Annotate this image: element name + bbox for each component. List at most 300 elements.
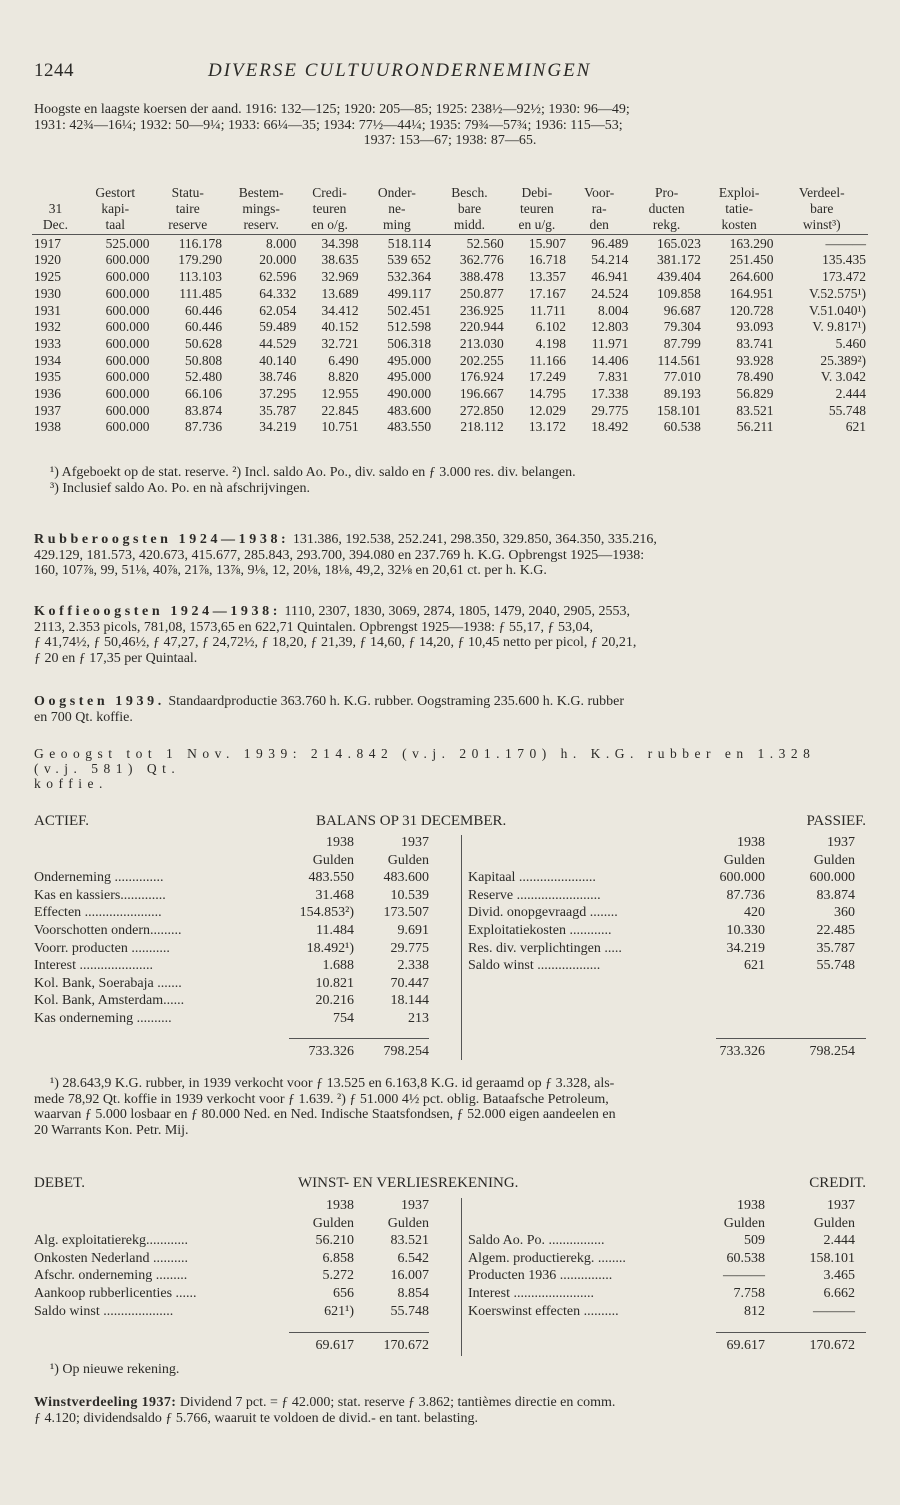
balans-passief-row	[468, 923, 868, 941]
winst-credit-value-1937: ———	[813, 1303, 855, 1319]
winst-title: WINST- EN VERLIESREKENING.	[298, 1175, 519, 1191]
table-cell: 5.460	[835, 335, 866, 351]
koffie-text-2: 2113, 2.353 picols, 781,08, 1573,65 en 622,71 Quintalen. Opbrengst 1925—1938: ƒ 55,17, ƒ 53,04,	[34, 619, 594, 635]
geoogst-line-1: Geoogst tot 1 Nov. 1939: 214.842 (v.j. 201.170) h. K.G. rubber en 1.328 (v.j. 581) Qt.	[34, 746, 816, 777]
balans-actief-value-1938: 1.688	[322, 958, 354, 974]
table-header-cell: kosten	[703, 217, 776, 235]
table-header-row	[32, 217, 868, 235]
table-header-cell: Dec.	[32, 217, 79, 235]
balans-passief-title: PASSIEF.	[806, 813, 866, 829]
table-cell: 539 652	[387, 252, 432, 268]
table-row	[32, 285, 868, 302]
balans-actief-total-1938: 733.326	[308, 1044, 354, 1059]
table-cell: 600.000	[105, 252, 150, 268]
table-cell: 11.971	[591, 335, 629, 351]
balans-passief-value-1938: 600.000	[719, 870, 765, 886]
table-cell: ———	[825, 235, 866, 251]
table-cell: 32.721	[321, 335, 359, 351]
table-cell: 495.000	[387, 369, 432, 385]
table-cell: 24.524	[591, 285, 629, 301]
balans-actief-value-1937: 9.691	[397, 922, 429, 938]
winst-debet-value-1938: 56.210	[315, 1233, 354, 1249]
winst-credit-value-1938: 7.758	[733, 1285, 765, 1301]
oogsten-text-2: en 700 Qt. koffie.	[34, 709, 133, 725]
table-cell: 600.000	[105, 402, 150, 418]
balans-passief-value-1937: 22.485	[816, 922, 855, 938]
table-cell: 512.598	[387, 319, 432, 335]
table-header-cell: ra-	[591, 201, 607, 217]
balans-note-4: 20 Warrants Kon. Petr. Mij.	[34, 1123, 189, 1139]
table-year-cell: 1937	[34, 402, 61, 418]
table-cell: 46.941	[591, 269, 629, 285]
table-footnote-2: ³) Inclusief saldo Ao. Po. en nà afschrijvingen.	[50, 480, 311, 496]
table-year-cell: 1933	[34, 335, 61, 351]
table-row	[32, 369, 868, 386]
table-cell: 93.928	[736, 352, 774, 368]
balans-passief-value-1937: 35.787	[816, 940, 855, 956]
koffie-text-1: 1110, 2307, 1830, 3069, 2874, 1805, 1479, 2040, 2905, 2553,	[281, 604, 630, 619]
table-cell: 532.364	[387, 269, 432, 285]
balans-actief-row	[34, 941, 454, 959]
table-cell: 11.166	[529, 352, 567, 368]
balans-actief-label: Interest .....................	[34, 958, 153, 974]
table-header-cell: ducten	[648, 201, 685, 217]
table-cell: 213.030	[459, 335, 504, 351]
balans-actief-value-1937: 483.600	[383, 870, 429, 886]
table-cell: 600.000	[105, 335, 150, 351]
balans-passief-total-row	[468, 1044, 868, 1062]
table-cell: 34.412	[321, 302, 359, 318]
balans-actief-row	[34, 888, 454, 906]
table-row	[32, 235, 868, 252]
table-header-cell: en u/g.	[506, 217, 568, 235]
balans-passief-label: Exploitatiekosten ............	[468, 922, 612, 938]
winst-credit-label: Saldo Ao. Po. ................	[468, 1233, 605, 1249]
rubber-heading: Rubberoogsten 1924—1938:	[34, 532, 290, 547]
table-cell: 93.093	[736, 319, 774, 335]
balans-passief-row	[468, 905, 868, 923]
table-cell: 600.000	[105, 302, 150, 318]
table-cell: 44.529	[259, 335, 297, 351]
balans-actief-value-1937: 213	[408, 1010, 429, 1026]
balans-passief-label: Kapitaal ......................	[468, 870, 596, 886]
winst-debet-total-rule	[289, 1332, 429, 1333]
balans-passief-label: Saldo winst ..................	[468, 958, 601, 974]
table-header-row	[32, 185, 868, 201]
table-cell: 499.117	[387, 285, 432, 301]
table-cell: 40.140	[259, 352, 297, 368]
table-header-cell: Exploi-	[718, 185, 760, 201]
table-header-cell	[32, 185, 79, 201]
table-header-cell: en o/g.	[298, 217, 360, 235]
table-cell: 17.167	[528, 285, 567, 301]
table-cell: 10.751	[321, 419, 359, 435]
balans-passief-value-1938: 87.736	[726, 887, 765, 903]
table-year-cell: 1934	[34, 352, 61, 368]
table-header-cell: bare	[457, 201, 482, 217]
winst-credit-row	[468, 1233, 868, 1251]
winst-credit-label: Algem. productierekg. ........	[468, 1250, 626, 1266]
table-cell: 34.219	[259, 419, 297, 435]
balans-passief-row	[468, 870, 868, 888]
table-year-cell: 1917	[34, 235, 61, 251]
balans-actief-total-row	[34, 1044, 454, 1062]
balans-actief-value-1938: 154.853²)	[299, 905, 354, 921]
table-cell: V.52.575¹)	[808, 285, 866, 301]
balans-actief-label: Kas en kassiers.............	[34, 887, 166, 903]
winst-debet-value-1937: 6.542	[397, 1250, 429, 1266]
table-cell: 87.799	[663, 335, 701, 351]
table-row	[32, 419, 868, 436]
table-cell: 12.955	[321, 385, 359, 401]
table-cell: 113.103	[178, 269, 223, 285]
table-year-cell: 1931	[34, 302, 61, 318]
balans-passief-column	[468, 835, 868, 976]
table-header-cell: den	[568, 217, 630, 235]
balans-actief-value-1937: 173.507	[383, 905, 429, 921]
winst-credit-total-rule	[716, 1332, 866, 1333]
table-cell: 18.492	[591, 419, 629, 435]
table-cell: 120.728	[729, 302, 774, 318]
winst-credit-title: CREDIT.	[809, 1175, 866, 1191]
table-header-cell: kapi-	[101, 201, 130, 217]
table-cell: 4.198	[535, 335, 567, 351]
table-header-cell: Statu-	[171, 185, 204, 201]
balans-passief-value-1938: 34.219	[726, 940, 765, 956]
winst-debet-label: Aankoop rubberlicenties ......	[34, 1285, 197, 1301]
winst-credit-unit-2: Gulden	[813, 1215, 855, 1231]
table-cell: 600.000	[105, 352, 150, 368]
table-cell: 490.000	[387, 385, 432, 401]
balans-actief-total-1937: 798.254	[383, 1044, 429, 1059]
balans-header	[34, 813, 866, 831]
balans-passief-total-1937: 798.254	[809, 1044, 855, 1059]
balans-actief-value-1937: 18.144	[390, 993, 429, 1009]
winst-debet-total-1937: 170.672	[383, 1338, 429, 1353]
balans-actief-row	[34, 923, 454, 941]
winst-credit-value-1937: 158.101	[809, 1250, 855, 1266]
winst-debet-label: Onkosten Nederland ..........	[34, 1250, 188, 1266]
table-cell: 89.193	[663, 385, 701, 401]
balans-passief-total-rule	[716, 1038, 866, 1039]
winstverdeeling-paragraph	[34, 1395, 866, 1426]
winst-debet-row	[34, 1233, 454, 1251]
table-cell: 17.249	[528, 369, 567, 385]
winst-debet-value-1937: 83.521	[390, 1233, 429, 1249]
balans-actief-row	[34, 976, 454, 994]
table-cell: 173.472	[822, 269, 866, 285]
balans-title: BALANS OP 31 DECEMBER.	[316, 813, 507, 829]
table-cell: 56.211	[736, 419, 774, 435]
koersen-line-3: 1937: 153—67; 1938: 87—65.	[363, 133, 537, 149]
winst-credit-value-1937: 3.465	[823, 1268, 855, 1284]
balans-passief-label: Reserve ........................	[468, 887, 601, 903]
table-header-cell: Voor-	[584, 185, 615, 201]
table-cell: V. 9.817¹)	[812, 319, 866, 335]
table-cell: 109.858	[657, 285, 701, 301]
winst-debet-unit-2: Gulden	[387, 1215, 429, 1231]
table-cell: 40.152	[321, 319, 359, 335]
table-header-cell: Debi-	[521, 185, 553, 201]
koersen-line-2: 1931: 42¾—16¼; 1932: 50—9¼; 1933: 66¼—35; 1934: 77½—44¼; 1935: 79¾—57¾; 1936: 115—53;	[34, 117, 623, 133]
page-header	[34, 60, 866, 86]
winstverdeeling-heading: Winstverdeeling 1937:	[34, 1395, 177, 1410]
table-cell: 600.000	[105, 385, 150, 401]
winst-debet-value-1938: 656	[333, 1285, 354, 1301]
table-header-cell: reserv.	[224, 217, 298, 235]
table-cell: 38.746	[259, 369, 297, 385]
table-year-cell: 1925	[34, 269, 61, 285]
balans-actief-label: Voorschotten ondern.........	[34, 922, 182, 938]
winst-credit-unit-1: Gulden	[723, 1215, 765, 1231]
table-cell: 13.357	[528, 269, 567, 285]
winst-debet-column	[34, 1198, 454, 1321]
table-cell: 236.925	[459, 302, 504, 318]
geoogst-paragraph	[34, 746, 866, 791]
winst-credit-value-1938: ———	[723, 1268, 765, 1284]
table-header-cell: 31	[48, 201, 63, 217]
winst-credit-row	[468, 1304, 868, 1322]
winst-credit-label: Producten 1936 ...............	[468, 1268, 613, 1284]
table-header-cell: Onder-	[377, 185, 416, 201]
balans-actief-value-1938: 11.484	[316, 922, 354, 938]
table-cell: 34.398	[321, 235, 359, 251]
table-header-cell: Besch.	[451, 185, 488, 201]
table-cell: 56.829	[736, 385, 774, 401]
winstverdeeling-text-2: ƒ 4.120; dividendsaldo ƒ 5.766, waaruit te voldoen de divid.- en tant. belasting.	[34, 1410, 479, 1426]
balans-passief-value-1937: 600.000	[809, 870, 855, 886]
table-cell: 250.877	[459, 285, 504, 301]
table-cell: 220.944	[459, 319, 504, 335]
table-cell: 87.736	[184, 419, 223, 435]
winst-debet-unit-1: Gulden	[312, 1215, 354, 1231]
table-cell: 600.000	[105, 319, 150, 335]
winst-credit-value-1938: 812	[744, 1303, 765, 1319]
page-number: 1244	[34, 60, 74, 81]
winst-debet-row	[34, 1304, 454, 1322]
table-cell: 251.450	[729, 252, 774, 268]
table-header-cell: winst³)	[775, 217, 868, 235]
winst-debet-label: Afschr. onderneming .........	[34, 1268, 188, 1284]
winst-debet-label: Saldo winst ....................	[34, 1303, 174, 1319]
page-title: DIVERSE CULTUURONDERNEMINGEN	[208, 60, 592, 81]
balans-note-1: ¹) 28.643,9 K.G. rubber, in 1939 verkocht voor ƒ 13.525 en 6.163,8 K.G. id geraamd op ƒ 3.328, als-	[50, 1076, 615, 1091]
winst-debet-total-1938: 69.617	[315, 1338, 354, 1353]
winst-header	[34, 1175, 866, 1193]
table-cell: 8.000	[265, 235, 297, 251]
table-cell: 8.004	[597, 302, 629, 318]
table-cell: 381.172	[657, 252, 701, 268]
table-header-cell: taal	[79, 217, 152, 235]
table-cell: 179.290	[178, 252, 223, 268]
table-cell: 7.831	[597, 369, 629, 385]
table-cell: 12.803	[591, 319, 629, 335]
table-year-cell: 1935	[34, 369, 61, 385]
table-cell: 158.101	[657, 402, 701, 418]
winst-credit-total-1938: 69.617	[726, 1338, 765, 1353]
balans-actief-row	[34, 905, 454, 923]
balans-notes	[34, 1076, 866, 1139]
balans-actief-label: Kas onderneming ..........	[34, 1010, 172, 1026]
balans-actief-unit-1: Gulden	[312, 852, 354, 868]
geoogst-line-2: koffie.	[34, 776, 108, 792]
balans-passief-label: Divid. onopgevraagd ........	[468, 905, 618, 921]
table-header-cell: taire	[175, 201, 200, 217]
winst-credit-row	[468, 1286, 868, 1304]
table-cell: 78.490	[736, 369, 774, 385]
table-cell: 66.106	[184, 385, 223, 401]
balans-actief-value-1937: 70.447	[390, 975, 429, 991]
table-cell: 83.874	[184, 402, 223, 418]
winst-debet-year-2: 1937	[401, 1198, 429, 1213]
table-cell: 25.389²)	[820, 352, 866, 368]
table-cell: 506.318	[387, 335, 432, 351]
table-footnotes	[34, 465, 866, 496]
winst-credit-label: Interest .......................	[468, 1285, 594, 1301]
table-cell: 50.808	[184, 352, 223, 368]
table-cell: 62.596	[259, 269, 297, 285]
financial-history-table	[32, 185, 868, 435]
rubber-paragraph	[34, 532, 866, 579]
balans-actief-total-rule	[289, 1038, 429, 1039]
koersen-paragraph	[34, 102, 866, 149]
table-cell: V.51.040¹)	[808, 302, 866, 318]
table-cell: 502.451	[387, 302, 432, 318]
table-header-cell: teuren	[312, 201, 347, 217]
table-cell: 54.214	[591, 252, 629, 268]
table-cell: 6.490	[328, 352, 359, 368]
table-header-cell: Gestort	[95, 185, 136, 201]
balans-actief-value-1938: 18.492¹)	[306, 940, 354, 956]
balans-actief-label: Effecten ......................	[34, 905, 162, 921]
winst-credit-total-row	[468, 1338, 868, 1356]
winst-credit-value-1937: 2.444	[823, 1233, 855, 1249]
table-cell: 13.172	[528, 419, 567, 435]
winst-credit-column	[468, 1198, 868, 1321]
table-cell: 96.489	[591, 235, 629, 251]
table-cell: 15.907	[528, 235, 567, 251]
table-cell: 83.741	[736, 335, 774, 351]
balans-actief-value-1938: 10.821	[315, 975, 354, 991]
table-cell: 14.406	[591, 352, 629, 368]
oogsten-text-1: Standaardproductie 363.760 h. K.G. rubber. Oogstraming 235.600 h. K.G. rubber	[164, 694, 625, 709]
balans-actief-year-2: 1937	[401, 835, 429, 850]
winst-debet-title: DEBET.	[34, 1175, 85, 1191]
winst-credit-value-1937: 6.662	[823, 1285, 855, 1301]
table-cell: 60.538	[663, 419, 701, 435]
balans-passief-value-1937: 55.748	[816, 958, 855, 974]
winst-note: ¹) Op nieuwe rekening.	[50, 1362, 180, 1377]
table-row	[32, 318, 868, 335]
winst-debet-value-1938: 6.858	[322, 1250, 354, 1266]
table-cell: 59.489	[259, 319, 297, 335]
rubber-text-1: 131.386, 192.538, 252.241, 298.350, 329.850, 364.350, 335.216,	[289, 532, 657, 547]
table-footnote-1: ¹) Afgeboekt op de stat. reserve. ²) Incl. saldo Ao. Po., div. saldo en ƒ 3.000 res. div. belangen.	[50, 465, 576, 480]
balans-actief-column	[34, 835, 454, 1029]
table-cell: 483.600	[387, 402, 432, 418]
table-header-cell: Credi-	[312, 185, 347, 201]
table-cell: 6.102	[535, 319, 567, 335]
table-row	[32, 352, 868, 369]
balans-passief-year-1: 1938	[737, 835, 765, 850]
table-cell: 600.000	[105, 419, 150, 435]
table-cell: 163.290	[729, 235, 774, 251]
table-row	[32, 302, 868, 319]
oogsten-heading: Oogsten 1939.	[34, 694, 165, 709]
table-cell: 2.444	[835, 385, 866, 401]
table-cell: 202.255	[459, 352, 504, 368]
table-cell: 439.404	[657, 269, 701, 285]
table-cell: 621	[845, 419, 866, 435]
balans-passief-value-1937: 360	[834, 905, 855, 921]
table-cell: 62.054	[259, 302, 297, 318]
winst-credit-value-1938: 60.538	[726, 1250, 765, 1266]
balans-divider	[461, 835, 462, 1060]
balans-passief-label: Res. div. verplichtingen .....	[468, 940, 622, 956]
balans-actief-label: Kol. Bank, Soerabaja .......	[34, 975, 182, 991]
table-header-cell: ming	[361, 217, 434, 235]
rubber-text-2: 429.129, 181.573, 420.673, 415.677, 285.843, 293.700, 394.080 en 237.769 h. K.G. Opbrengst 1925—1938:	[34, 547, 645, 563]
table-cell: 77.010	[663, 369, 701, 385]
winst-credit-row	[468, 1268, 868, 1286]
table-header-cell: Bestem-	[238, 185, 284, 201]
balans-actief-value-1937: 29.775	[390, 940, 429, 956]
table-header-row	[32, 201, 868, 217]
table-cell: 22.845	[321, 402, 359, 418]
table-cell: 96.687	[663, 302, 701, 318]
table-cell: 525.000	[105, 235, 150, 251]
table-row	[32, 402, 868, 419]
winst-debet-row	[34, 1251, 454, 1269]
table-header-cell: teuren	[520, 201, 554, 217]
koffie-text-3: ƒ 41,74½, ƒ 50,46½, ƒ 47,27, ƒ 24,72½, ƒ 18,20, ƒ 21,39, ƒ 14,60, ƒ 14,20, ƒ 10,45 netto per picol, ƒ 20,21,	[34, 635, 637, 651]
balans-passief-unit-1: Gulden	[723, 852, 765, 868]
table-cell: 114.561	[657, 352, 701, 368]
table-cell: 64.332	[259, 285, 297, 301]
table-cell: 8.820	[328, 369, 359, 385]
table-cell: 29.775	[591, 402, 629, 418]
table-year-cell: 1930	[34, 285, 61, 301]
balans-passief-total-1938: 733.326	[719, 1044, 765, 1059]
table-cell: 37.295	[259, 385, 297, 401]
winst-credit-label: Koerswinst effecten ..........	[468, 1303, 619, 1319]
balans-actief-value-1938: 754	[333, 1010, 354, 1026]
table-year-cell: 1920	[34, 252, 61, 268]
balans-actief-unit-2: Gulden	[387, 852, 429, 868]
table-cell: 50.628	[184, 335, 223, 351]
winst-debet-value-1937: 8.854	[397, 1285, 429, 1301]
winst-credit-year-2: 1937	[827, 1198, 855, 1213]
table-row	[32, 268, 868, 285]
rubber-text-3: 160, 107⅞, 99, 51⅛, 40⅞, 21⅞, 13⅞, 9⅛, 12, 20⅛, 18⅛, 49,2, 32⅛ en 20,61 ct. per h. K.G.	[34, 563, 547, 579]
table-year-cell: 1932	[34, 319, 61, 335]
table-row	[32, 252, 868, 269]
balans-actief-label: Voorr. producten ...........	[34, 940, 170, 956]
balans-actief-row	[34, 993, 454, 1011]
table-cell: 272.850	[459, 402, 504, 418]
table-row	[32, 335, 868, 352]
balans-passief-value-1938: 621	[744, 958, 765, 974]
table-cell: 165.023	[657, 235, 701, 251]
balans-actief-value-1938: 20.216	[315, 993, 354, 1009]
balans-passief-value-1937: 83.874	[816, 887, 855, 903]
winst-credit-row	[468, 1251, 868, 1269]
balans-actief-row	[34, 958, 454, 976]
table-cell: 55.748	[828, 402, 866, 418]
table-cell: 111.485	[179, 285, 223, 301]
table-cell: 12.029	[528, 402, 567, 418]
table-year-cell: 1936	[34, 385, 61, 401]
